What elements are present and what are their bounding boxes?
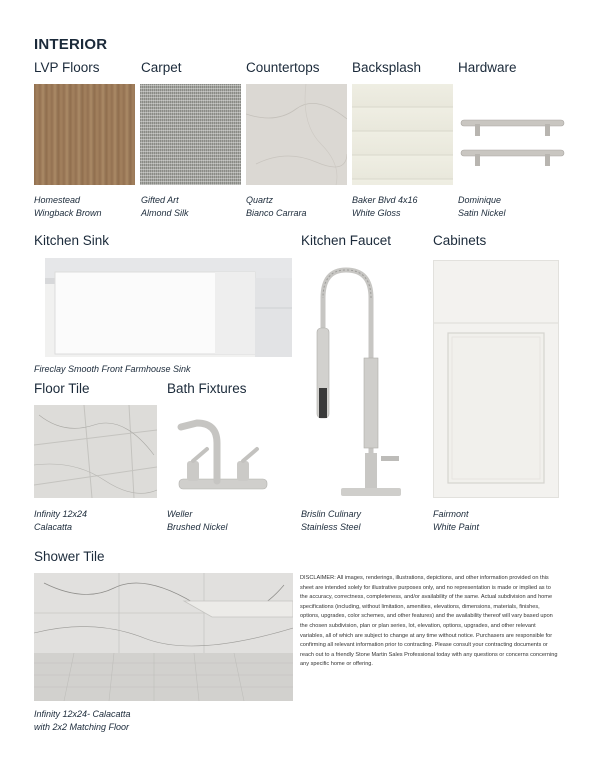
floor-tile-swatch bbox=[34, 405, 157, 498]
kitchen-faucet-caption bbox=[301, 508, 361, 534]
cabinets-name: Fairmont bbox=[433, 509, 469, 519]
carpet-heading: Carpet bbox=[141, 60, 182, 75]
bathroom-faucet-icon bbox=[167, 405, 279, 498]
kitchen-sink-heading: Kitchen Sink bbox=[34, 233, 110, 248]
carpet-caption bbox=[141, 194, 189, 220]
backsplash-swatch bbox=[352, 84, 453, 185]
shower-tile-name: Infinity 12x24- Calacatta bbox=[34, 709, 131, 719]
bath-fixtures-name: Weller bbox=[167, 509, 193, 519]
lvp-name: Homestead bbox=[34, 195, 81, 205]
shower-tile-swatch bbox=[34, 573, 293, 701]
cabinet-pull-icon bbox=[455, 84, 570, 185]
shower-tile-pattern bbox=[34, 573, 293, 701]
disclaimer-text: DISCLAIMER: All images, renderings, illustrations, depictions, and other information provided on this sheet are intended solely for illustrative purposes only, and no representation is made or implied as to the accuracy, correctness, completeness, and/or availability of the same. Actual subdivision and home specifications (including, without limitation, amenities, elevations, dimensions, materials, finishes, options, upgrades, color schemes, and other features) and the availability thereof will vary based upon the chosen subdivision, plan or plan series, lot, elevation, options, upgrades, and other relevant variables, all of which are subject to change at any time without notice. Purchasers are responsible for confirming all relevant information prior to contracting. Please consult your contracting documents or reach out to a friendly Stone Martin Sales Professional today with any questions or concerns concerning any specific home or offering. bbox=[300, 575, 558, 668]
backsplash-name: Baker Blvd 4x16 bbox=[352, 195, 418, 205]
countertops-name: Quartz bbox=[246, 195, 274, 205]
carpet-color: Almond Silk bbox=[141, 208, 189, 218]
kitchen-faucet-name: Brislin Culinary bbox=[301, 509, 362, 519]
shower-tile-caption bbox=[34, 708, 131, 734]
kitchen-faucet-swatch bbox=[301, 258, 426, 505]
marble-veins bbox=[246, 84, 347, 185]
countertops-caption bbox=[246, 194, 307, 220]
bath-fixtures-heading: Bath Fixtures bbox=[167, 381, 247, 396]
cabinets-finish: White Paint bbox=[433, 522, 480, 532]
floor-tile-color: Calacatta bbox=[34, 522, 73, 532]
floor-tile-heading: Floor Tile bbox=[34, 381, 90, 396]
backsplash-heading: Backsplash bbox=[352, 60, 422, 75]
kitchen-sink-swatch bbox=[45, 258, 292, 357]
kitchen-sink-caption: Fireclay Smooth Front Farmhouse Sink bbox=[34, 364, 191, 374]
lvp-heading: LVP Floors bbox=[34, 60, 100, 75]
lvp-swatch bbox=[34, 84, 135, 185]
quartz-swatch bbox=[246, 84, 347, 185]
kitchen-faucet-finish: Stainless Steel bbox=[301, 522, 361, 532]
shower-tile-floor: with 2x2 Matching Floor bbox=[34, 722, 130, 732]
cabinets-caption bbox=[433, 508, 479, 534]
hardware-name: Dominique bbox=[458, 195, 502, 205]
floor-tile-pattern bbox=[34, 405, 157, 498]
pull-down-faucet-icon bbox=[301, 258, 426, 505]
kitchen-faucet-heading: Kitchen Faucet bbox=[301, 233, 392, 248]
carpet-swatch bbox=[140, 84, 241, 185]
hardware-caption bbox=[458, 194, 506, 220]
lvp-color: Wingback Brown bbox=[34, 208, 102, 218]
hardware-color: Satin Nickel bbox=[458, 208, 506, 218]
backsplash-color: White Gloss bbox=[352, 208, 401, 218]
countertops-heading: Countertops bbox=[246, 60, 320, 75]
cabinet-door-swatch bbox=[433, 260, 559, 498]
hardware-swatch bbox=[455, 84, 570, 185]
backsplash-caption bbox=[352, 194, 418, 220]
shower-tile-heading: Shower Tile bbox=[34, 549, 105, 564]
floor-tile-caption bbox=[34, 508, 87, 534]
bath-fixtures-caption bbox=[167, 508, 228, 534]
bath-fixtures-finish: Brushed Nickel bbox=[167, 522, 228, 532]
carpet-name: Gifted Art bbox=[141, 195, 179, 205]
lvp-caption bbox=[34, 194, 101, 220]
farmhouse-sink-icon bbox=[45, 258, 292, 357]
bath-fixtures-swatch bbox=[167, 405, 279, 498]
floor-tile-name: Infinity 12x24 bbox=[34, 509, 88, 519]
cabinets-heading: Cabinets bbox=[433, 233, 487, 248]
page-title: INTERIOR bbox=[34, 36, 108, 53]
cabinet-door-icon bbox=[434, 261, 558, 497]
hardware-heading: Hardware bbox=[458, 60, 517, 75]
countertops-color: Bianco Carrara bbox=[246, 208, 307, 218]
